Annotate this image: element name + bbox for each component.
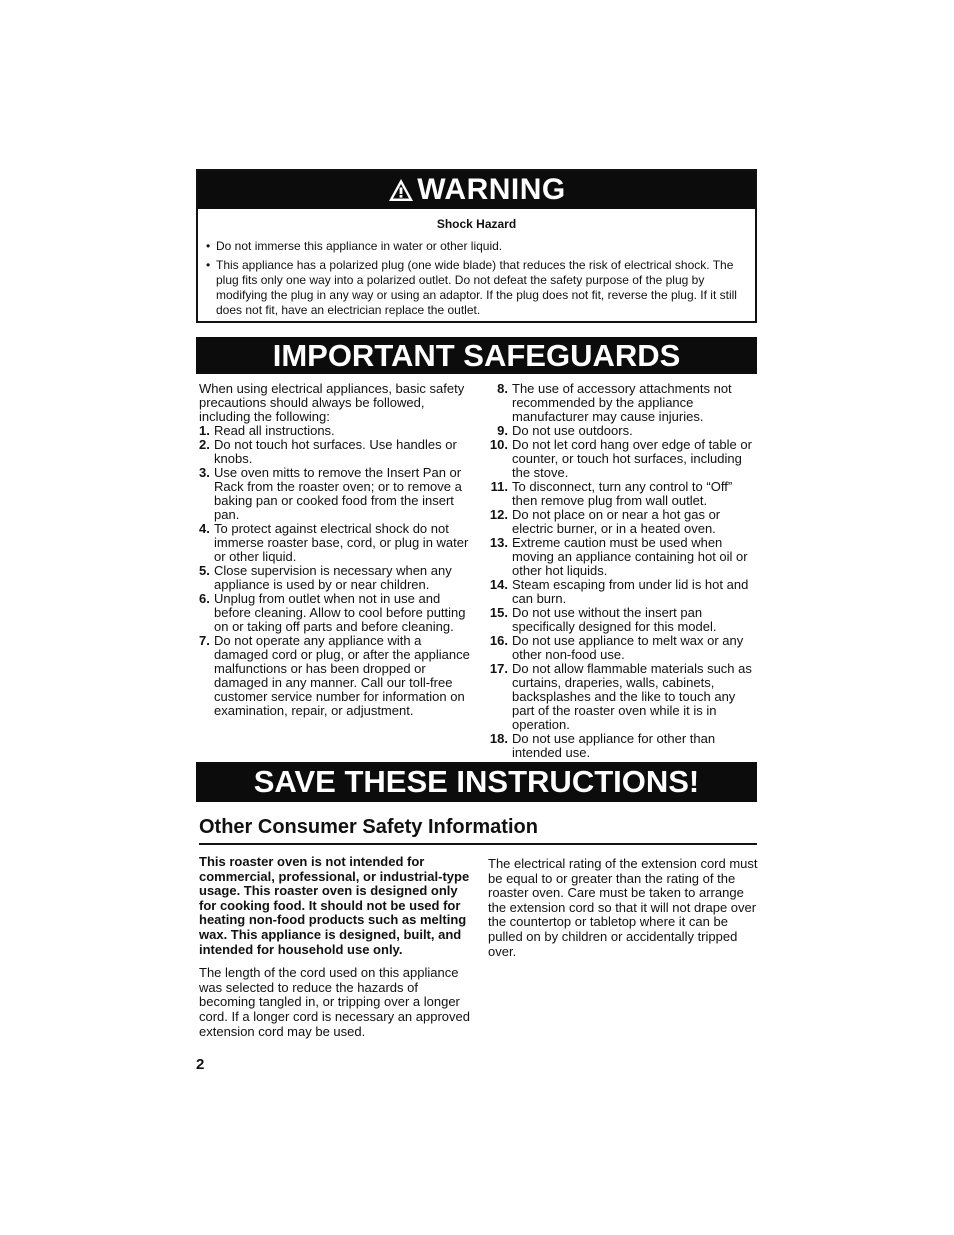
- warning-box: [196, 169, 757, 323]
- safeguard-item: 9. Do not use outdoors.: [497, 423, 633, 438]
- safeguards-column-right: [488, 382, 758, 760]
- safeguards-intro: When using electrical appliances, basic safety precautions should always be followed, including the following:: [199, 381, 465, 424]
- safeguard-item: 1. Read all instructions.: [199, 423, 335, 438]
- cord-length-paragraph: The length of the cord used on this appliance was selected to reduce the hazards of becoming tangled in, or tripping over a longer cord. If a longer cord is necessary an approved extension cord may be used.: [199, 965, 470, 1039]
- other-safety-title: Other Consumer Safety Information: [199, 816, 757, 845]
- safeguard-item: 14. Steam escaping from under lid is hot and can burn.: [489, 577, 749, 606]
- safeguard-item: 10. Do not let cord hang over edge of table or counter, or touch hot surfaces, including the stove.: [489, 437, 752, 480]
- other-safety-column-left: [199, 855, 471, 1048]
- safeguard-item: 15. Do not use without the insert pan specifically designed for this model.: [489, 605, 717, 634]
- warning-bullet: • This appliance has a polarized plug (one wide blade) that reduces the risk of electrical shock. The plug fits only one way into a polarized outlet. Do not defeat the safety purpose of the plug by modifying the plug in any way or using an adaptor. If the plug does not fit, reverse the plug. If it still does not fit, have an electrician replace the outlet.: [204, 258, 745, 318]
- safeguard-item: 2. Do not touch hot surfaces. Use handles or knobs.: [199, 437, 457, 466]
- safeguard-item: 4. To protect against electrical shock do not immerse roaster base, cord, or plug in water or other liquid.: [199, 521, 469, 564]
- warning-triangle-icon: [387, 177, 415, 203]
- commercial-use-notice: This roaster oven is not intended for commercial, professional, or industrial-type usage. This roaster oven is designed only for cooking food. It should not be used for heating non-food products such as melting wax. This appliance is designed, built, and intended for household use only.: [199, 854, 470, 957]
- page-number: 2: [196, 1056, 205, 1073]
- safeguard-item: 16. Do not use appliance to melt wax or any other non-food use.: [489, 633, 744, 662]
- safeguards-column-left: [199, 424, 474, 718]
- safeguard-item: 18. Do not use appliance for other than intended use.: [489, 731, 716, 760]
- warning-list: [204, 239, 745, 318]
- save-instructions-title: SAVE THESE INSTRUCTIONS!: [196, 762, 757, 802]
- safeguard-item: 3. Use oven mitts to remove the Insert Pan or Rack from the roaster oven; or to remove a baking pan or cooked food from the insert pan.: [199, 465, 462, 522]
- safeguard-item: 17. Do not allow flammable materials such as curtains, draperies, walls, cabinets, backsplashes and the like to touch any part of the roaster oven while it is in operation.: [489, 661, 752, 732]
- warning-title: WARNING: [417, 173, 566, 206]
- warning-subtitle: Shock Hazard: [436, 217, 517, 231]
- warning-header: [198, 171, 755, 209]
- safeguard-item: 6. Unplug from outlet when not in use and before cleaning. Allow to cool before putting on or taking off parts and before cleaning.: [199, 591, 466, 634]
- safeguards-title: IMPORTANT SAFEGUARDS: [196, 337, 757, 374]
- extension-cord-paragraph: The electrical rating of the extension cord must be equal to or greater than the rating of the roaster oven. Care must be taken to arrange the extension cord so that it will not drape over the countertop or tabletop where it can be pulled on by children or accidentally tripped over.: [488, 856, 758, 959]
- warning-bullet: • Do not immerse this appliance in water or other liquid.: [204, 239, 745, 254]
- safeguard-item: 5. Close supervision is necessary when any appliance is used by or near children.: [199, 563, 452, 592]
- safeguard-item: 11. To disconnect, turn any control to “Off” then remove plug from wall outlet.: [490, 479, 733, 508]
- safeguard-item: 12. Do not place on or near a hot gas or electric burner, or in a heated oven.: [489, 507, 721, 536]
- safeguard-item: 13. Extreme caution must be used when moving an appliance containing hot oil or other hot liquids.: [489, 535, 748, 578]
- safeguard-item: 7. Do not operate any appliance with a damaged cord or plug, or after the appliance malfunctions or has been dropped or damaged in any manner. Call our toll-free customer service number for information on examination, repair, or adjustment.: [199, 633, 470, 718]
- safeguard-item: 8. The use of accessory attachments not recommended by the appliance manufacturer may cause injuries.: [497, 381, 732, 424]
